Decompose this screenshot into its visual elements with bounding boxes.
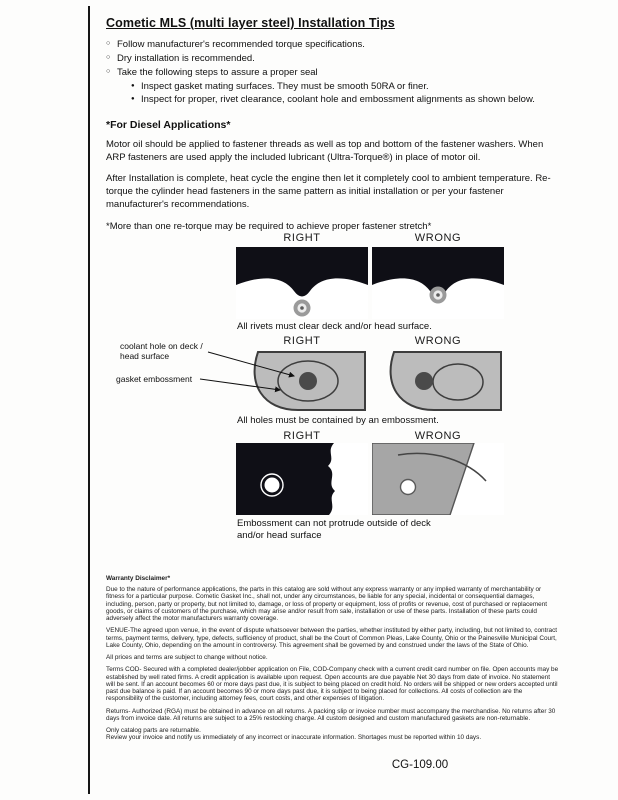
row2-caption: All holes must be contained by an embossment. <box>237 415 439 426</box>
row2-right-label: RIGHT <box>283 335 321 347</box>
row2-wrong-label: WRONG <box>414 335 462 347</box>
row1-right-label: RIGHT <box>283 232 321 244</box>
diesel-paragraph-1: Motor oil should be applied to fastener threads as well as top and bottom of the fastener washers. When ARP fasteners are used apply the included lubricant (Ultra-Torque®) in place of motor oil. <box>106 139 544 163</box>
embossment-protrude-right-illustration <box>236 443 368 515</box>
row3-right-label: RIGHT <box>283 430 321 442</box>
tip-item <box>106 39 558 50</box>
tip-text: Dry installation is recommended. <box>117 53 255 64</box>
row1-wrong-label: WRONG <box>414 232 462 244</box>
returns-paragraph: Returns- Authorized (RGA) must be obtained in advance on all returns. A packing slip or invoice number must accompany the merchandise. No returns after 30 days from invoice date. All returns are subject to a 25% restocking charge. All custom designed and custom manufactured gaskets are non-returnable. <box>106 707 556 722</box>
warranty-paragraph: Due to the nature of performance applications, the parts in this catalog are sold without any express warranty or any implied warranty of merchantability or fitness for a particular purpose. Cometic Gasket Inc., shall not, under any circumstances, be liable for any special, incidental or consequential damages, including, person, party or property, but not limited to, damage, or loss of property or equipment, loss of profits or revenue, cost of purchased or replacement goods, or claims of customers of the purchase, which may arise and/or result from sale, installation or use of these parts. Installation of these parts could adversely affect the motor manufacturers warranty coverage. <box>106 586 548 623</box>
retorque-note: *More than one re-torque may be required to achieve proper fastener stretch* <box>106 220 432 232</box>
installation-subtips-list <box>131 81 558 105</box>
installation-tips-list <box>106 39 558 105</box>
diagram-row1-wrong <box>372 247 504 319</box>
tip-text: Follow manufacturer's recommended torque specifications. <box>117 39 365 50</box>
terms-paragraph: Terms COD- Secured with a completed dealer/jobber application on File, COD-Company check with a current credit card number on file. Open accounts may be established by well rated firms. A credit application is available upon request. Open accounts are due payable Net 30 days from date of invoice. No statement will be sent. If an account becomes 60 or more days past due, it is subject to being placed on credit hold. No orders will be shipped or new orders accepted until past due balance is paid. If an account becomes 90 or more days past due, it is subject to being placed for collections. All costs of collection are the responsibility of the customer, including attorney fees, court costs, and other expenses of litigation. <box>106 666 559 703</box>
tip-item <box>106 53 558 64</box>
prices-paragraph: All prices and terms are subject to change without notice. <box>106 654 268 662</box>
embossment-protrude-wrong-illustration <box>372 443 504 515</box>
row3-caption: Embossment can not protrude outside of deck and/or head surface <box>237 518 431 541</box>
hole-embossment-right-illustration <box>236 349 368 413</box>
subtip-text: Inspect for proper, rivet clearance, coolant hole and embossment alignments as shown below. <box>141 94 535 105</box>
diesel-paragraph-2: After Installation is complete, heat cycle the engine then let it completely cool to ambient temperature. Re-torque the cylinder head fasteners in the same pattern as initial installation or per your fastener manufacturer's recommendations. <box>106 173 551 210</box>
subtip-item <box>131 81 558 92</box>
diagram-row3-wrong <box>372 443 504 515</box>
diagram-row2-right <box>236 349 368 413</box>
coolant-hole-callout: coolant hole on deck / head surface <box>120 341 203 362</box>
gasket-embossment-callout: gasket embossment <box>116 374 193 384</box>
rivet-clear-wrong-illustration <box>372 247 504 319</box>
warranty-disclaimer-heading: Warranty Disclaimer* <box>106 575 171 582</box>
subtip-item <box>131 94 558 105</box>
diagram-row2-wrong <box>372 349 504 413</box>
venue-paragraph: VENUE-The agreed upon venue, in the event of dispute whatsoever between the parties, whether instituted by either party, including, but not limited to, contract terms, payment terms, delivery, type, defects, sufficiency of product, shall be the Court of Common Pleas, Lake County, Ohio or the Painesville Municipal Court, Lake County, Ohio, depending on the amount in controversy. This agreement shall be governed by and construed under the laws of the State of Ohio. <box>106 627 558 649</box>
legal-section <box>106 575 560 746</box>
review-invoice-paragraph: Review your invoice and notify us immediately of any incorrect or inaccurate information. Shortages must be reported within 10 days. <box>106 734 482 742</box>
row3-wrong-label: WRONG <box>414 430 462 442</box>
page-code: CG-109.00 <box>391 759 449 771</box>
page-title: Cometic MLS (multi layer steel) Installation Tips <box>106 16 395 30</box>
rivet-clear-right-illustration <box>236 247 368 319</box>
diesel-applications-heading: *For Diesel Applications* <box>106 119 231 131</box>
row1-caption: All rivets must clear deck and/or head surface. <box>237 321 432 332</box>
hole-embossment-wrong-illustration <box>372 349 504 413</box>
tip-text: Take the following steps to assure a proper seal <box>117 67 318 78</box>
tip-item <box>106 67 558 105</box>
diagram-section <box>0 228 618 560</box>
intro-section <box>106 16 558 232</box>
diagram-row3-right <box>236 443 368 515</box>
catalog-parts-paragraph: Only catalog parts are returnable. <box>106 726 201 734</box>
subtip-text: Inspect gasket mating surfaces. They must be smooth 50RA or finer. <box>141 81 429 92</box>
diagram-row1-right <box>236 247 368 319</box>
